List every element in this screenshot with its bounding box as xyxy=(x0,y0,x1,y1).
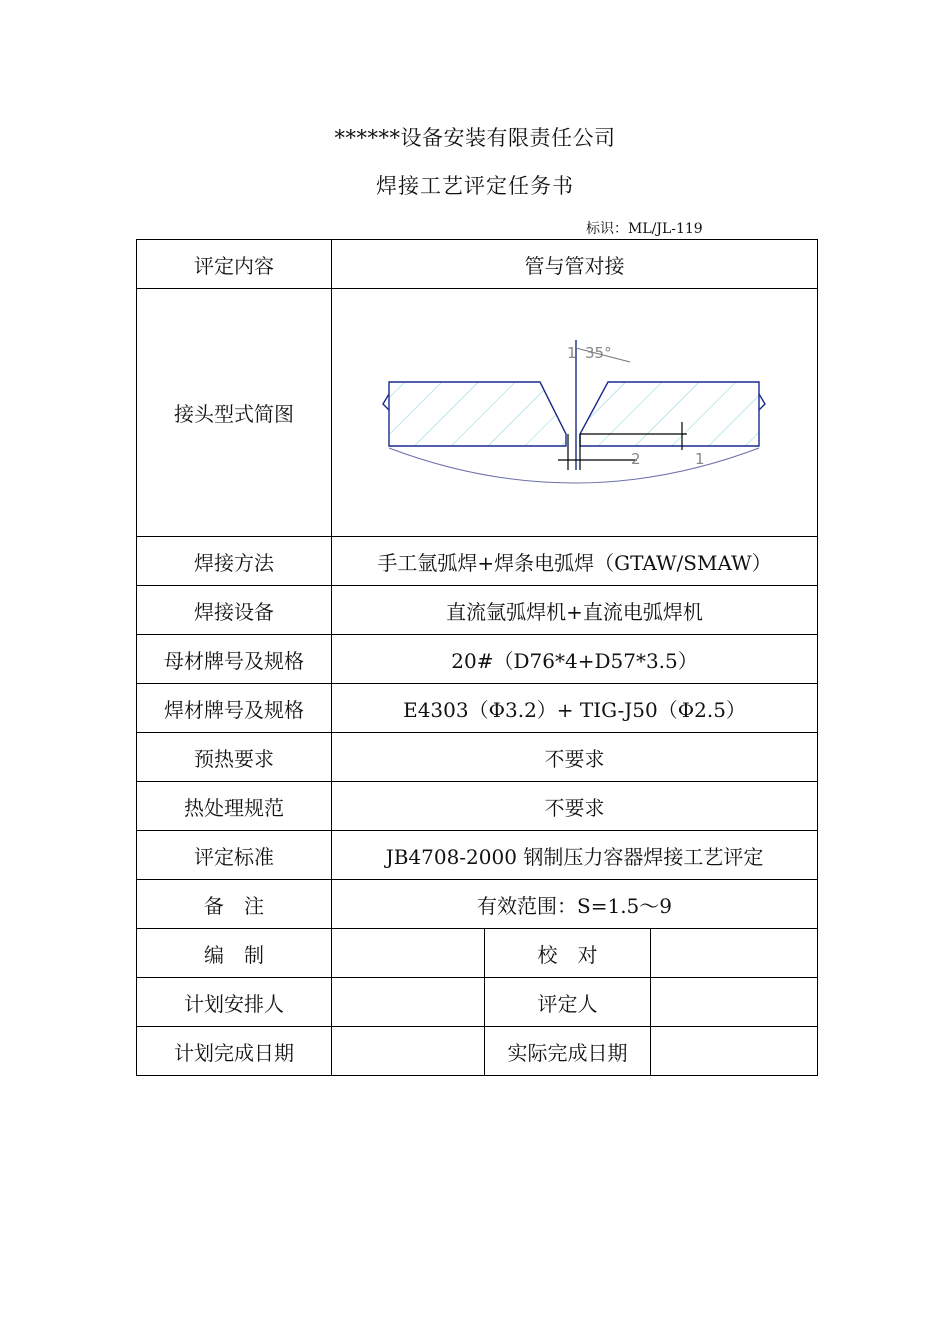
filler-value: E4303（Φ3.2）+ TIG-J50（Φ2.5） xyxy=(332,684,818,733)
table-row xyxy=(137,880,818,929)
content-value: 管与管对接 xyxy=(332,240,818,289)
bevel-angle-label: 35° xyxy=(584,343,612,362)
document-title: 焊接工艺评定任务书 xyxy=(376,174,574,198)
table-row xyxy=(137,978,818,1027)
planned-date-value[interactable] xyxy=(332,1027,485,1076)
planner-label: 计划安排人 xyxy=(137,978,332,1027)
filler-label: 焊材牌号及规格 xyxy=(137,684,332,733)
joint-diagram-cell xyxy=(332,289,818,537)
evaluator-label: 评定人 xyxy=(485,978,651,1027)
left-break-mark xyxy=(383,394,389,410)
checked-value[interactable] xyxy=(651,929,818,978)
preheat-label: 预热要求 xyxy=(137,733,332,782)
task-form-table xyxy=(136,239,818,1076)
remarks-value: 有效范围：S=1.5～9 xyxy=(332,880,818,929)
evaluator-value[interactable] xyxy=(651,978,818,1027)
actual-date-label: 实际完成日期 xyxy=(485,1027,651,1076)
table-row xyxy=(137,586,818,635)
equipment-value: 直流氩弧焊机+直流电弧焊机 xyxy=(332,586,818,635)
table-row xyxy=(137,733,818,782)
equipment-label: 焊接设备 xyxy=(137,586,332,635)
mark-1-top: 1 xyxy=(566,343,577,362)
table-row xyxy=(137,1027,818,1076)
planner-value[interactable] xyxy=(332,978,485,1027)
table-row xyxy=(137,684,818,733)
method-label: 焊接方法 xyxy=(137,537,332,586)
prepared-label: 编 制 xyxy=(137,929,332,978)
table-row xyxy=(137,782,818,831)
joint-label: 接头型式简图 xyxy=(137,289,332,537)
left-pipe-section xyxy=(389,382,566,446)
base-metal-value: 20#（D76*4+D57*3.5） xyxy=(332,635,818,684)
pwht-label: 热处理规范 xyxy=(137,782,332,831)
remarks-label: 备 注 xyxy=(137,880,332,929)
mark-2-label: 2 xyxy=(630,449,641,468)
standard-label: 评定标准 xyxy=(137,831,332,880)
content-label: 评定内容 xyxy=(137,240,332,289)
mark-1-right: 1 xyxy=(694,449,705,468)
table-row xyxy=(137,289,818,537)
table-row xyxy=(137,831,818,880)
table-row xyxy=(137,537,818,586)
right-break-mark xyxy=(759,394,765,410)
prepared-value[interactable] xyxy=(332,929,485,978)
table-row xyxy=(137,240,818,289)
method-value: 手工氩弧焊+焊条电弧焊（GTAW/SMAW） xyxy=(332,537,818,586)
table-row xyxy=(137,635,818,684)
joint-diagram xyxy=(375,338,775,488)
planned-date-label: 计划完成日期 xyxy=(137,1027,332,1076)
document-id: 标识：ML/JL-119 xyxy=(586,221,703,237)
standard-value: JB4708-2000 钢制压力容器焊接工艺评定 xyxy=(332,831,818,880)
table-row xyxy=(137,929,818,978)
actual-date-value[interactable] xyxy=(651,1027,818,1076)
base-metal-label: 母材牌号及规格 xyxy=(137,635,332,684)
company-name: ******设备安装有限责任公司 xyxy=(334,126,616,150)
pwht-value: 不要求 xyxy=(332,782,818,831)
checked-label: 校 对 xyxy=(485,929,651,978)
preheat-value: 不要求 xyxy=(332,733,818,782)
right-pipe-section xyxy=(580,382,759,446)
